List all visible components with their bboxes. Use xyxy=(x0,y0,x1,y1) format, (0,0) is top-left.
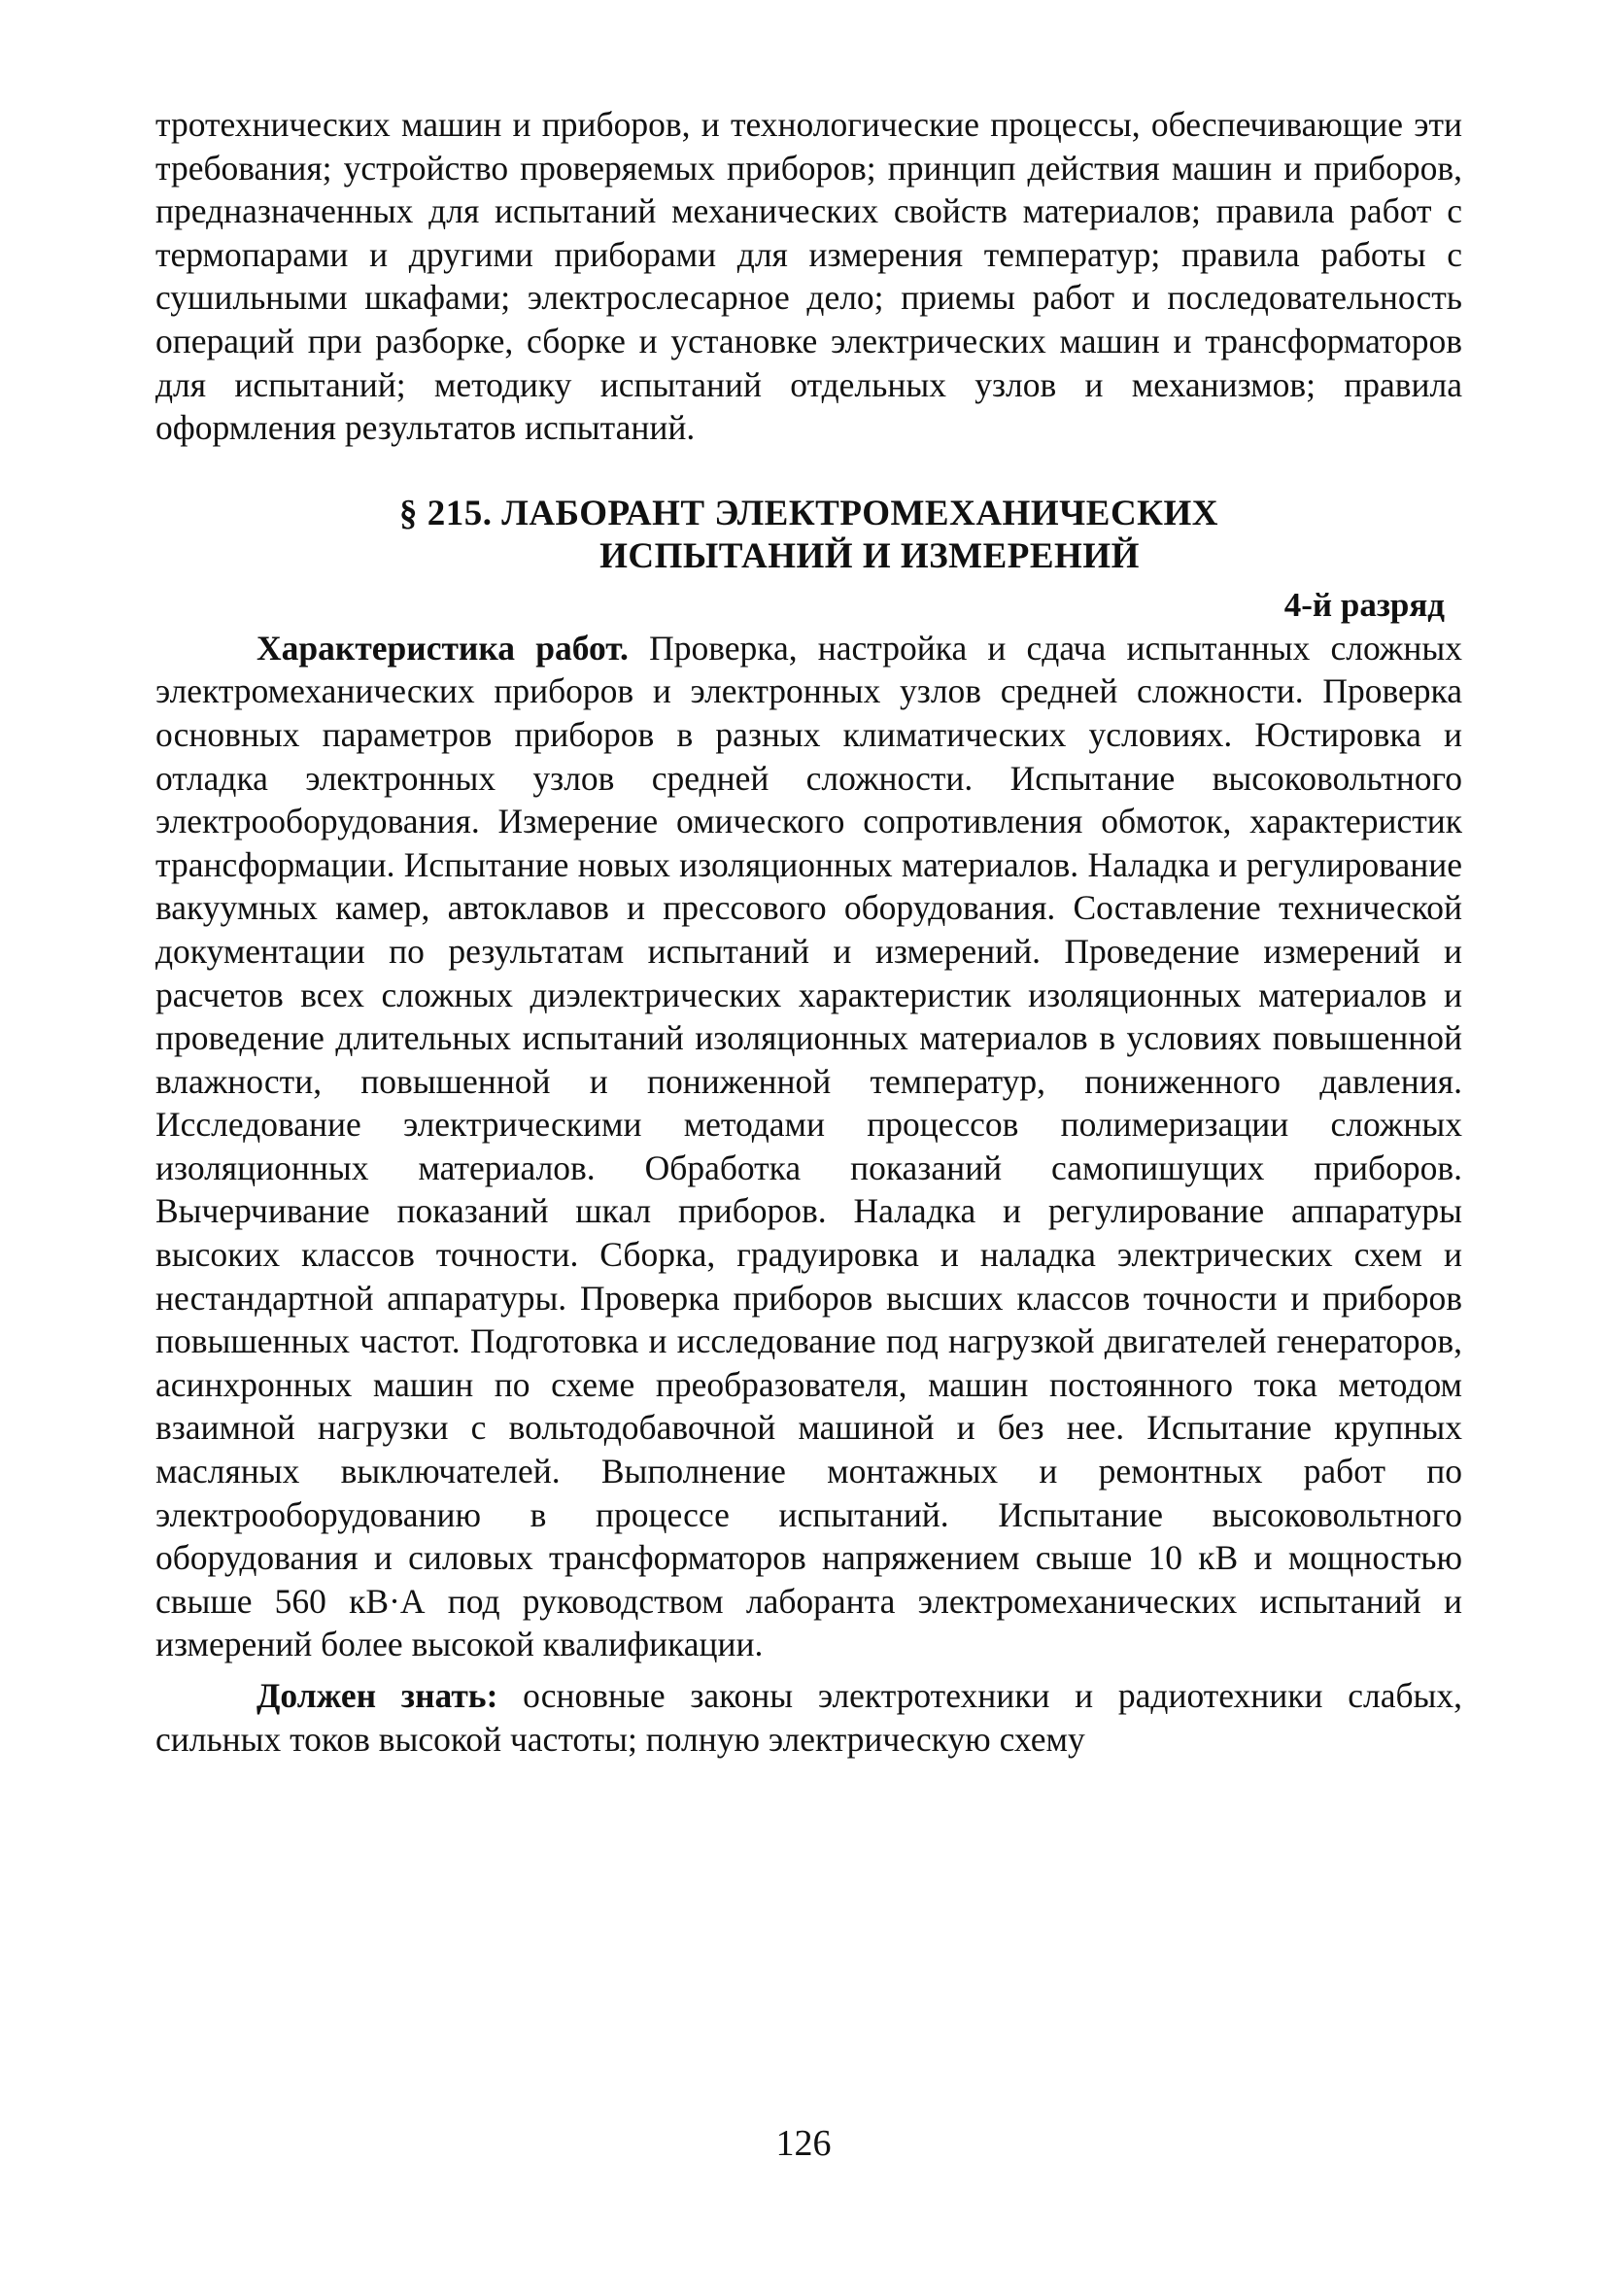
must-know-paragraph xyxy=(155,1674,1462,1761)
must-know-text: основные законы электротехники и радиотехники слабых, сильных токов высокой частоты; полную электрическую схему xyxy=(155,1676,1462,1759)
section-heading xyxy=(155,493,1462,578)
page-number: 126 xyxy=(775,2123,832,2164)
grade-label: 4-й разряд xyxy=(1283,585,1445,624)
work-characteristics-label: Характеристика работ. xyxy=(256,628,629,668)
work-characteristics-text: Проверка, настройка и сдача испытанных сложных электромеханических приборов и электронных узлов средней сложности. Проверка основных параметров приборов в разных климатических условиях. Юстировка и отладка электронных узлов средней сложности. Испытание высоковольтного электрооборудования. Измерение омического сопротивления обмоток, характеристик трансформации. Испытание новых изоляционных материалов. Наладка и регулирование вакуумных камер, автоклавов и прессового оборудования. Составление технической документации по результатам испытаний и измерений. Проведение измерений и расчетов всех сложных диэлектрических характеристик изоляционных материалов и проведение длительных испытаний изоляционных материалов в условиях повышенной влажности, повышенной и пониженной температур, пониженного давления. Исследование электрическими методами процессов полимеризации сложных изоляционных материалов. Обработка показаний самопишущих приборов. Вычерчивание показаний шкал приборов. Наладка и регулирование аппаратуры высоких классов точности. Сборка, градуировка и наладка электрических схем и нестандартной аппаратуры. Проверка приборов высших классов точности и приборов повышенных частот. Подготовка и исследование под нагрузкой двигателей генераторов, асинхронных машин по схеме преобразователя, машин постоянного тока методом взаимной нагрузки с вольтодобавочной машиной и без нее. Испытание крупных масляных выключателей. Выполнение монтажных и ремонтных работ по электрооборудованию в процессе испытаний. Испытание высоковольтного оборудования и силовых трансформаторов напряжением свыше 10 кВ и мощностью свыше 560 кВ·А под руководством лаборанта электромеханических испытаний и измерений более высокой квалификации. xyxy=(155,628,1462,1664)
work-characteristics-paragraph xyxy=(155,627,1462,1666)
continuation-paragraph: тротехнических машин и приборов, и технологические процессы, обеспечивающие эти требования; устройство проверяемых приборов; принцип действия машин и приборов, предназначенных для испытаний механических свойств материалов; правила работ с термопарами и другими приборами для измерения температур; правила работы с сушильными шкафами; электрослесарное дело; приемы работ и последовательность операций при разборке, сборке и установке электрических машин и трансформаторов для испытаний; методику испытаний отдельных узлов и механизмов; правила оформления результатов испытаний. xyxy=(155,105,1462,448)
must-know-label: Должен знать: xyxy=(256,1676,498,1715)
section-title-line-1: § 215. ЛАБОРАНТ ЭЛЕКТРОМЕХАНИЧЕСКИХ xyxy=(399,493,1218,533)
document-page xyxy=(155,103,1462,1761)
section-title-line-2: ИСПЫТАНИЙ И ИЗМЕРЕНИЙ xyxy=(599,535,1140,576)
